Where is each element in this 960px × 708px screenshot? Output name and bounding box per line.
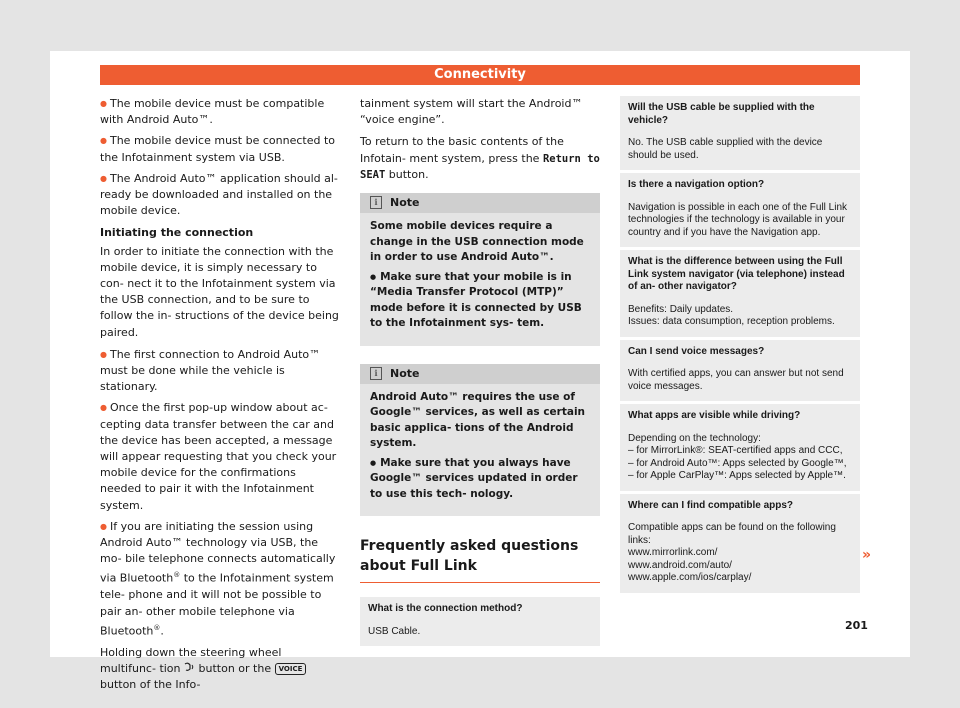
faq-item: [620, 340, 860, 402]
subheading: Initiating the connection: [100, 226, 254, 240]
bullet-item: ● Once the first pop-up window about ac- cepting data transfer between the car and the device has been accepted, a message will appear requesting that you check your mobile device for the confirmations needed to pair it with the Infotainment system.: [100, 400, 340, 513]
text-span: .: [160, 624, 164, 638]
paragraph: [100, 645, 340, 694]
page-number: 201: [845, 619, 868, 632]
note-label: Note: [390, 196, 420, 210]
text-span: button of the Info-: [100, 678, 201, 692]
bullet-item: ● The mobile device must be compatible with Android Auto™.: [100, 96, 340, 128]
faq-item: [620, 96, 860, 170]
faq-answer: With certified apps, you can answer but not send voice messages.: [628, 368, 844, 392]
note-label: Note: [390, 366, 420, 380]
info-icon: i: [370, 367, 382, 380]
faq-answer: USB Cable.: [368, 625, 421, 637]
paragraph: [360, 134, 600, 183]
note-text: Android Auto™ requires the use of Google™ services, as well as certain basic applica- tions of the Android system.: [370, 390, 586, 450]
text-span: button.: [385, 167, 429, 181]
faq-item: [620, 494, 860, 593]
faq-item: [620, 404, 860, 491]
faq-question: Is there a navigation option?: [628, 179, 765, 190]
note-bullet: ● Make sure that you always have Google™ services updated in order to use this tech- nology.: [370, 456, 590, 503]
column-middle: [360, 96, 600, 650]
faq-question: What is the difference between using the Full Link system navigator (via telephone) instead of an- other navigator?: [628, 256, 845, 292]
faq-answer: Benefits: Daily updates. Issues: data consumption, reception problems.: [628, 303, 835, 327]
bullet-item: ● The Android Auto™ application should al- ready be downloaded and installed on the mobile device.: [100, 171, 340, 220]
faq-answer: Navigation is possible in each one of the Full Link technologies if the technology is available in your country and if you have the Navigation app.: [628, 201, 848, 238]
note-body: [360, 213, 600, 346]
note-bullet: ● Make sure that your mobile is in “Media Transfer Protocol (MTP)” mode before it is connected by USB to the Infotainment sys- tem.: [370, 270, 590, 332]
info-icon: i: [370, 196, 382, 209]
faq-item: [620, 173, 860, 247]
column-right: [620, 96, 860, 596]
registered-mark: ®: [173, 571, 181, 580]
text-span: If you are initiating the session using Android Auto™ technology via USB, the mo- bile telephone connects automatically via Bluetooth: [100, 519, 336, 586]
paragraph: In order to initiate the connection with the mobile device, it is simply necessary to con- nect it to the Infotainment system via the USB connection, and to be sure to follow the in- structions of the device being paired.: [100, 244, 339, 339]
voice-key-icon: VOICE: [275, 663, 307, 675]
paragraph: tainment system will start the Android™ “voice engine”.: [360, 97, 583, 127]
bullet-item: [100, 519, 340, 640]
faq-question: What apps are visible while driving?: [628, 410, 801, 421]
return-to-seat-label: Return to SEAT: [360, 152, 600, 181]
faq-answer: No. The USB cable supplied with the device should be used.: [628, 137, 823, 161]
text-span: To return to the basic contents of the Infotain- ment system, press the: [360, 135, 564, 165]
section-title: Frequently asked questions about Full Link: [360, 536, 600, 583]
faq-answer: Depending on the technology: – for MirrorLink®: SEAT-certified apps and CCC, – for Android Auto™: Apps selected by Google™, – for Apple CarPlay™: Apps selected by Apple™.: [628, 432, 847, 481]
voice-control-icon: [184, 662, 195, 675]
registered-mark: ®: [153, 623, 161, 632]
bullet-item: ● The first connection to Android Auto™ must be done while the vehicle is stationary.: [100, 347, 340, 396]
text-span: to the Infotainment system tele- phone and it will not be possible to pair an- other mobile telephone via Bluetooth: [100, 572, 334, 638]
note-box: [360, 364, 600, 517]
page-header: Connectivity: [100, 65, 860, 85]
faq-question: What is the connection method?: [368, 603, 523, 615]
note-box: [360, 193, 600, 346]
faq-answer: Compatible apps can be found on the following links: www.mirrorlink.com/ www.android.com/auto/ www.apple.com/ios/carplay/: [628, 522, 836, 583]
faq-question: Can I send voice messages?: [628, 345, 765, 357]
column-left: [100, 96, 340, 699]
note-header: [360, 193, 600, 213]
continue-arrow-icon: »: [862, 547, 872, 563]
note-header: [360, 364, 600, 384]
text-span: button or the: [195, 661, 275, 675]
bullet-item: ● The mobile device must be connected to the Infotainment system via USB.: [100, 133, 340, 165]
note-body: [360, 384, 600, 517]
faq-item: [360, 597, 600, 646]
faq-question: Where can I find compatible apps?: [628, 499, 794, 511]
faq-item: [620, 250, 860, 337]
note-text: Some mobile devices require a change in the USB connection mode in order to use Android Auto™.: [370, 220, 584, 264]
faq-question: Will the USB cable be supplied with the vehicle?: [628, 102, 815, 126]
text-span: Holding down the steering wheel multifunc- tion: [100, 645, 282, 675]
